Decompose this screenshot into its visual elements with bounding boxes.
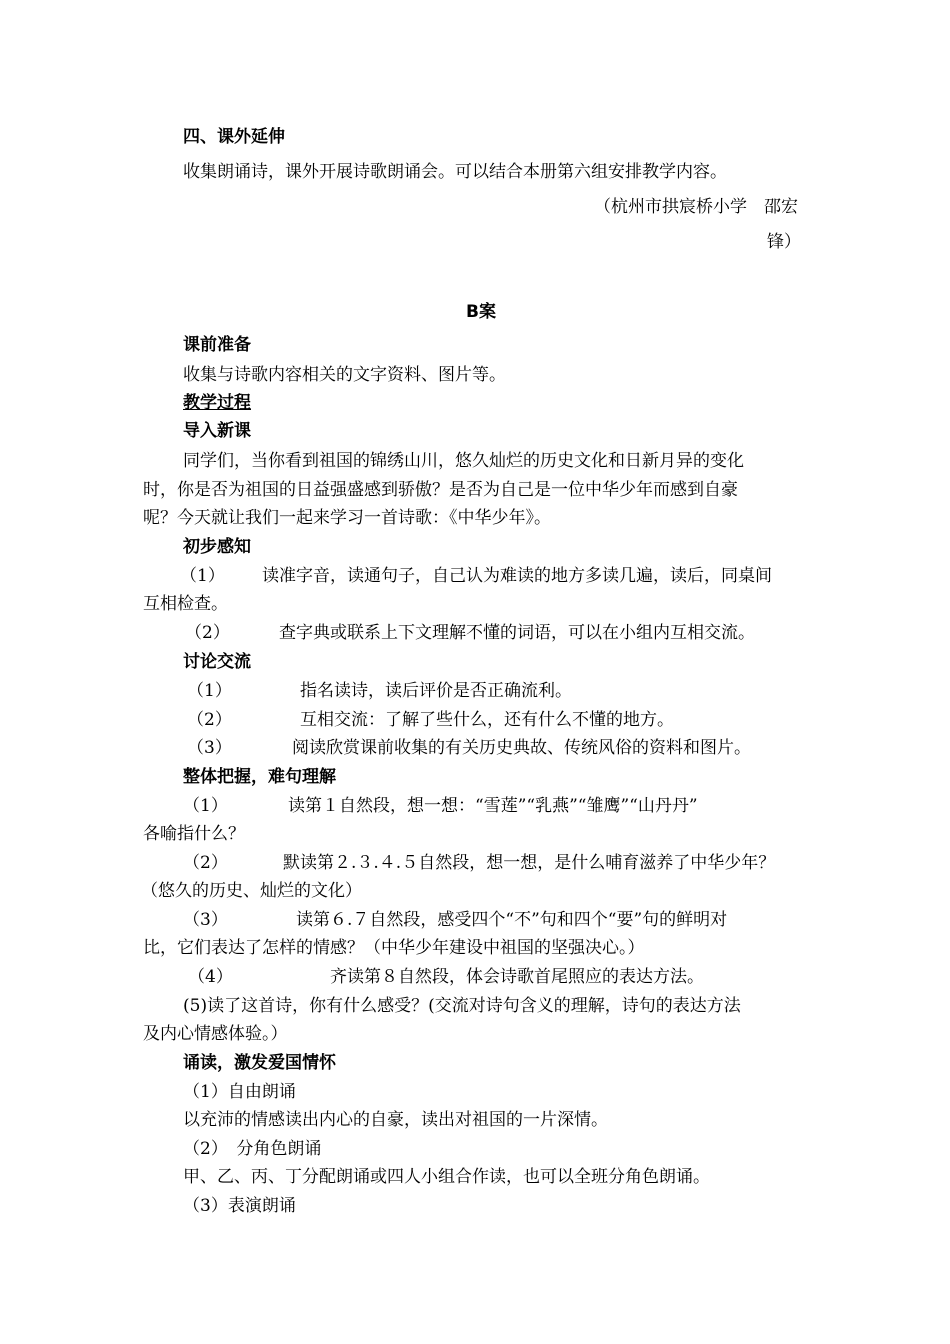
author-line-1: （杭州市拱宸桥小学 邵宏 <box>594 197 798 217</box>
grasp-item-1-number: （1） <box>183 796 228 816</box>
grasp-item-5-text: (5)读了这首诗，你有什么感受？(交流对诗句含义的理解，诗句的表达方法 <box>183 996 741 1016</box>
author-line-2: 锋） <box>767 232 801 252</box>
discuss-item-2-text: 互相交流：了解了些什么，还有什么不懂的地方。 <box>300 710 674 730</box>
discuss-item-1-number: （1） <box>187 681 232 701</box>
grasp-item-2-number: （2） <box>183 853 228 873</box>
perceive-item-2-number: （2） <box>185 623 230 643</box>
intro-paragraph-line-3: 呢？今天就让我们一起来学习一首诗歌：《中华少年》。 <box>143 508 551 528</box>
grasp-item-4-number: （4） <box>188 967 233 987</box>
recite-item-3: （3）表演朗诵 <box>183 1196 296 1216</box>
intro-paragraph-line-2: 时，你是否为祖国的日益强盛感到骄傲？是否为自己是一位中华少年而感到自豪 <box>143 480 738 500</box>
grasp-item-3-number: （3） <box>183 910 228 930</box>
extension-text: 收集朗诵诗，课外开展诗歌朗诵会。可以结合本册第六组安排教学内容。 <box>183 162 727 182</box>
grasp-item-2-continued: （悠久的历史、灿烂的文化） <box>141 881 362 901</box>
recite-item-2-text: 甲、乙、丙、丁分配朗诵或四人小组合作读，也可以全班分角色朗诵。 <box>183 1167 710 1187</box>
process-heading: 教学过程 <box>183 393 251 413</box>
prep-heading: 课前准备 <box>183 335 251 355</box>
perceive-item-1-text: 读准字音，读通句子，自己认为难读的地方多读几遍，读后，同桌间 <box>262 566 772 586</box>
recite-item-1-text: 以充沛的情感读出内心的自豪，读出对祖国的一片深情。 <box>183 1110 608 1130</box>
grasp-item-2-text: 默读第２.３.４.５自然段，想一想，是什么哺育滋养了中华少年？ <box>283 853 776 873</box>
discuss-item-3-text: 阅读欣赏课前收集的有关历史典故、传统风俗的资料和图片。 <box>292 738 751 758</box>
discuss-item-3-number: （3） <box>187 738 232 758</box>
prep-text: 收集与诗歌内容相关的文字资料、图片等。 <box>183 365 506 385</box>
recite-heading: 诵读，激发爱国情怀 <box>183 1053 336 1073</box>
perceive-heading: 初步感知 <box>183 537 251 557</box>
grasp-item-1-text: 读第１自然段，想一想：“雪莲”“乳燕”“雏鹰”“山丹丹” <box>288 796 698 816</box>
perceive-item-2-text: 查字典或联系上下文理解不懂的词语，可以在小组内互相交流。 <box>279 623 755 643</box>
grasp-item-4-text: 齐读第８自然段，体会诗歌首尾照应的表达方法。 <box>330 967 704 987</box>
grasp-item-3-continued: 比，它们表达了怎样的情感？（中华少年建设中祖国的坚强决心。） <box>143 938 645 958</box>
recite-item-1: （1）自由朗诵 <box>183 1082 296 1102</box>
discuss-heading: 讨论交流 <box>183 652 251 672</box>
grasp-item-5-continued: 及内心情感体验。） <box>143 1024 288 1044</box>
intro-paragraph-line-1: 同学们，当你看到祖国的锦绣山川，悠久灿烂的历史文化和日新月异的变化 <box>183 451 744 471</box>
grasp-heading: 整体把握，难句理解 <box>183 767 336 787</box>
discuss-item-1-text: 指名读诗，读后评价是否正确流利。 <box>300 681 572 701</box>
intro-heading: 导入新课 <box>183 421 251 441</box>
grasp-item-3-text: 读第６.７自然段，感受四个“不”句和四个“要”句的鲜明对 <box>296 910 728 930</box>
plan-b-title: B案 <box>466 302 496 322</box>
grasp-item-1-continued: 各喻指什么？ <box>143 824 245 844</box>
perceive-item-1-continued: 互相检查。 <box>143 594 228 614</box>
perceive-item-1-number: （1） <box>180 566 225 586</box>
section-heading-extension: 四、课外延伸 <box>183 127 285 147</box>
discuss-item-2-number: （2） <box>187 710 232 730</box>
recite-item-2: （2） 分角色朗诵 <box>183 1139 322 1159</box>
